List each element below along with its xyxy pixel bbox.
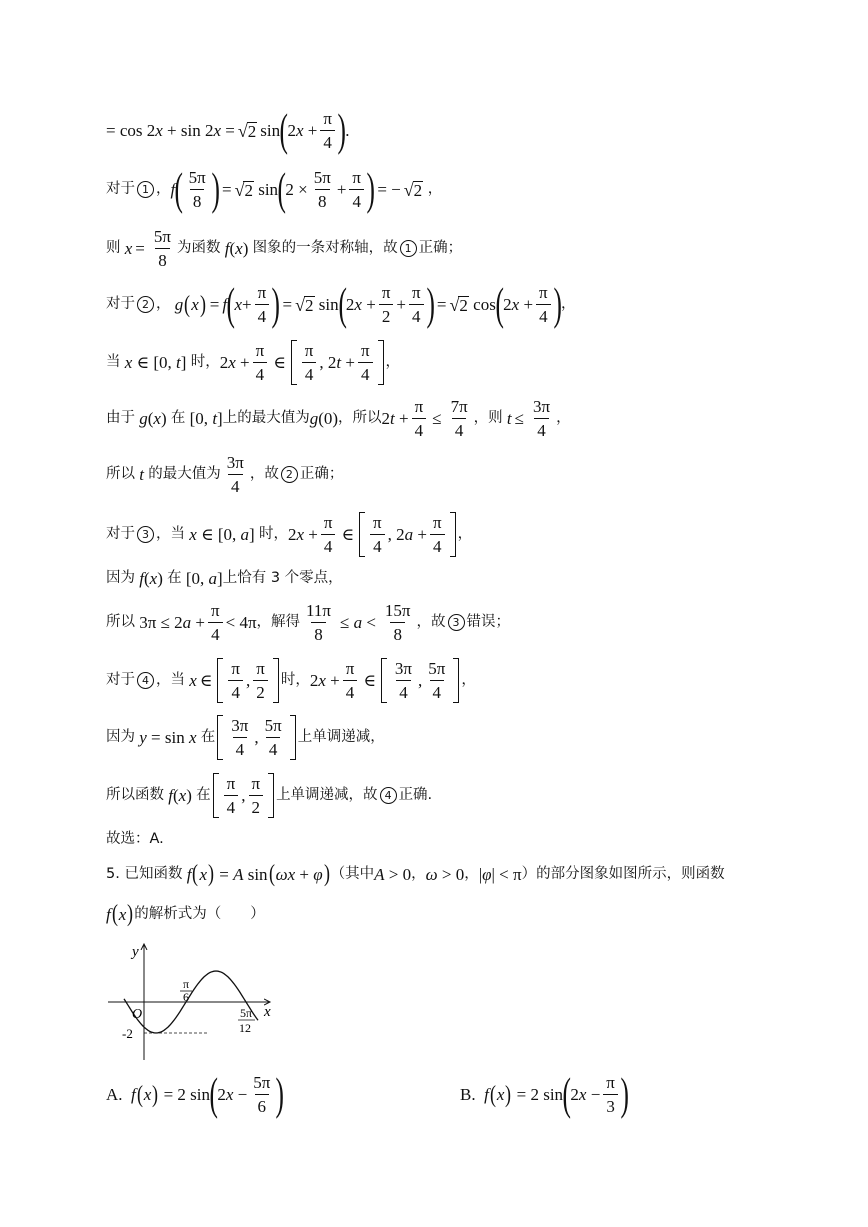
- case-4-monotone: 因为 y = sin x 在 $\frac{3\pi}{4}$ , $\frac{5\pi}{4}$ 上单调递减，: [106, 716, 385, 759]
- sine-graph: [106, 938, 281, 1063]
- option-a[interactable]: A. f ( x ) = 2 sin ( 2x − $\frac{5\pi}{6}$ ): [106, 1068, 285, 1120]
- case-4-line: 对于 4 ， 当 x ∈ $\frac{\pi}{4}$ , $\frac{\pi}{2}$ 时， 2x + $\frac{\pi}{4}$ ∈ $\frac{3\pi}{4}$ , $\frac{5\pi}{4}$ ，: [106, 659, 476, 702]
- case-3-line: 对于 3 ， 当 x ∈ [0, a] 时， 2x + $\frac{\pi}{4}$ ∈ $\frac{\pi}{4}$ , 2a + $\frac{\pi}{4}$ ，: [106, 513, 473, 556]
- y-axis-label: y: [132, 944, 139, 960]
- case-2-line: 对于 2 ， g ( x ) = f ( x + $\frac{\pi}{4}$ ) = √ 2 sin ( 2x + $\frac{\pi}{2}$ + $\frac{\pi}{4}$ ) = √ 2 cos ( 2x + $\frac{\pi}{4}$ ) ，: [106, 278, 576, 330]
- case-2-conclusion: 所以 t 的最大值为 $\frac{3\pi}{4}$ ，故 2 正确；: [106, 453, 344, 496]
- case-3-zeros: 因为 f(x) 在 [0, a] 上恰有 3 个零点，: [106, 569, 343, 588]
- option-b[interactable]: B. f ( x ) = 2 sin ( 2x − $\frac{\pi}{3}$ ): [460, 1068, 629, 1120]
- answer-line: 故选：A.: [106, 831, 164, 847]
- question-5-line-1: 5. 已知函数 f ( x ) = A sin ( ωx + φ ) （其中 A > 0 ， ω > 0 ， |φ| < π ）的部分图象如图所示，则函数: [106, 861, 725, 887]
- tick-5pi-12: [238, 1006, 255, 1035]
- case-2-range: 当 x ∈ [0, t] 时， 2x + $\frac{\pi}{4}$ ∈ $\frac{\pi}{4}$ , 2t + $\frac{\pi}{4}$ ，: [106, 341, 401, 384]
- case-1-line: 对于 1 ， f ( $\frac{5\pi}{8}$ ) = √ 2 sin ( 2 × $\frac{5\pi}{8}$ + $\frac{\pi}{4}$ ) = − √ 2 ，: [106, 163, 443, 215]
- tick-pi-6: [180, 977, 192, 1004]
- case-2-max: 由于 g(x) 在 [0, t] 上的最大值为 g(0) ，所以 2t + $\frac{\pi}{4}$ ≤ $\frac{7\pi}{4}$ ，则 t ≤ $\frac{3\pi}{4}$ ，: [106, 397, 571, 440]
- svg-text:5π: 5π: [240, 1006, 253, 1020]
- case-1-conclusion: 则 x = $\frac{5\pi}{8}$ 为函数 f(x) 图象的一条对称轴，故 1 正确；: [106, 227, 463, 270]
- case-4-conclusion: 所以函数 f(x) 在 $\frac{\pi}{4}$ , $\frac{\pi}{2}$ 上单调递减，故 4 正确.: [106, 774, 433, 817]
- y-min-label: -2: [122, 1026, 133, 1041]
- svg-text:6: 6: [183, 990, 189, 1004]
- eq-line-1: = cos 2x + sin 2x = √ 2 sin ( 2x + $\frac{\pi}{4}$ ) .: [106, 104, 350, 156]
- origin-label: O: [132, 1007, 143, 1022]
- svg-text:π: π: [183, 977, 190, 991]
- x-axis-label: x: [264, 1004, 271, 1020]
- svg-text:12: 12: [239, 1021, 251, 1035]
- case-3-solve: 所以 3π ≤ 2a + $\frac{\pi}{4}$ < 4π ，解得 $\frac{11\pi}{8}$ ≤ a < $\frac{15\pi}{8}$ ，故 3 错误；: [106, 601, 511, 644]
- question-5-line-2: f ( x ) 的解析式为（ ）: [106, 901, 265, 927]
